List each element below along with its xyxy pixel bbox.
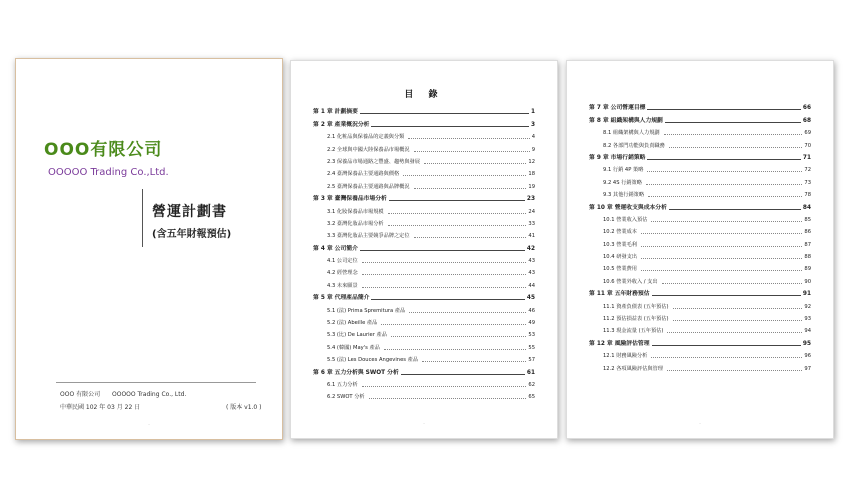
toc-entry-page: 86: [804, 229, 811, 236]
toc-leader-line: [662, 283, 803, 284]
toc-entry-label: 2.5 臺灣保養品主要通路與品牌概況: [327, 183, 410, 190]
toc-entry-page: 85: [804, 216, 811, 223]
toc-entry-page: 87: [804, 241, 811, 248]
toc-leader-line: [641, 270, 802, 271]
toc-leader-line: [651, 221, 802, 222]
toc-entry-label: 第 1 章 計劃摘要: [313, 109, 358, 116]
toc-heading: 目 錄: [404, 90, 444, 100]
toc-leader-line: [669, 147, 803, 148]
toc-chapter-entry: [589, 111, 811, 123]
toc-entry-label: 6.1 五力分析: [327, 381, 358, 388]
toc-entry-page: 72: [804, 167, 811, 174]
toc-entry-page: 4: [531, 134, 535, 141]
toc-entry-label: 第 11 章 五年財務預估: [589, 291, 650, 298]
toc-entry-page: 55: [528, 344, 535, 351]
toc-entry-page: 95: [802, 340, 811, 347]
document-version: ( 版本 v1.0 ): [226, 404, 262, 411]
toc-leader-line: [388, 213, 527, 214]
toc-section-entry: [589, 322, 811, 334]
toc-entry-page: 41: [528, 233, 535, 240]
toc-entry-page: 49: [528, 320, 535, 327]
toc-section-entry: [589, 211, 811, 223]
toc-entry-label: 10.4 研發支出: [603, 254, 637, 261]
toc-entry-page: 61: [526, 369, 535, 376]
toc-leader-line: [641, 233, 802, 234]
toc-chapter-entry: [313, 190, 535, 202]
toc-chapter-entry: [313, 363, 535, 375]
toc-leader-line: [646, 184, 802, 185]
toc-entry-label: 9.2 4S 行銷策略: [603, 179, 642, 186]
document-title: 營運計劃書: [152, 204, 227, 220]
toc-leader-line: [362, 386, 527, 387]
toc-leader-line: [362, 287, 527, 288]
toc-leader-line: [667, 332, 802, 333]
toc-section-entry: [313, 326, 535, 338]
toc-leader-line: [362, 262, 527, 263]
toc-leader-line: [641, 246, 802, 247]
toc-chapter-entry: [313, 115, 535, 127]
toc-leader-line: [669, 209, 801, 210]
toc-entry-label: 8.2 各部門功能與負責職務: [603, 142, 665, 149]
toc-entry-label: 4.1 公司定位: [327, 258, 358, 265]
toc-entry-page: 45: [526, 295, 535, 302]
toc-entry-label: 2.2 全球與中國大陸保養品市場概況: [327, 146, 410, 153]
toc-entry-label: 第 4 章 公司簡介: [313, 245, 358, 252]
toc-leader-line: [371, 299, 524, 300]
toc-entry-label: 第 10 章 營運收支與成本分析: [589, 204, 667, 211]
toc-entry-label: 12.2 各項風險評估與管理: [603, 365, 663, 372]
toc-section-entry: [313, 165, 535, 177]
toc-section-entry: [313, 153, 535, 165]
toc-chapter-entry: [313, 239, 535, 251]
toc-section-entry: [313, 301, 535, 313]
cover-page: [15, 58, 283, 440]
toc-section-entry: [313, 276, 535, 288]
toc-entry-label: 第 8 章 組織架構與人力規劃: [589, 117, 663, 124]
page-marker: ·: [148, 422, 150, 427]
footer-rule: [56, 382, 256, 383]
toc-entry-page: 93: [804, 316, 811, 323]
toc-chapter-entry: [589, 99, 811, 111]
toc-section-entry: [313, 388, 535, 400]
toc-entry-page: 78: [804, 192, 811, 199]
toc-entry-page: 33: [528, 220, 535, 227]
toc-entry-page: 19: [528, 183, 535, 190]
toc-entry-label: 5.1 (法) Prima Spremitura 產品: [327, 307, 406, 314]
toc-section-entry: [313, 264, 535, 276]
toc-entry-page: 57: [528, 357, 535, 364]
toc-leader-line: [414, 151, 530, 152]
toc-section-entry: [589, 136, 811, 148]
toc-entry-page: 68: [802, 117, 811, 124]
toc-entry-page: 94: [804, 328, 811, 335]
toc-entry-label: 10.1 營業收入預估: [603, 216, 648, 223]
toc-leader-line: [673, 320, 803, 321]
toc-entry-page: 69: [804, 130, 811, 137]
toc-entry-page: 92: [804, 303, 811, 310]
toc-entry-page: 18: [528, 171, 535, 178]
toc-entry-label: 11.1 資產負債表 (五年預估): [603, 303, 669, 310]
toc-entry-page: 43: [528, 258, 535, 265]
toc-entry-label: 5.4 (韓國) May's 產品: [327, 344, 380, 351]
page-marker: ·: [699, 421, 701, 426]
toc-leader-line: [388, 225, 527, 226]
footer-company-cn: OOO 有限公司: [60, 391, 101, 398]
toc-entry-label: 3.2 臺灣化妝品市場分析: [327, 220, 384, 227]
toc-entry-page: 3: [530, 121, 535, 128]
toc-entry-label: 11.2 預估損益表 (五年預估): [603, 316, 669, 323]
toc-entry-label: 8.1 組織架構與人力規劃: [603, 130, 660, 137]
toc-section-entry: [589, 124, 811, 136]
company-english-name: OOOOO Trading Co.,Ltd.: [48, 167, 169, 178]
toc-entry-label: 10.5 營業費用: [603, 266, 637, 273]
toc-entry-label: 3.1 化妝保養品市場規模: [327, 208, 384, 215]
toc-section-entry: [313, 215, 535, 227]
toc-leader-line: [647, 159, 800, 160]
toc-section-entry: [313, 202, 535, 214]
toc-leader-line: [360, 250, 525, 251]
toc-entry-page: 9: [531, 146, 535, 153]
toc-entry-label: 10.3 營業毛利: [603, 241, 637, 248]
toc-leader-line: [652, 295, 801, 296]
toc-leader-line: [409, 312, 526, 313]
toc-entry-label: 10.6 營業外收入 / 支出: [603, 278, 658, 285]
toc-entry-page: 70: [804, 142, 811, 149]
toc-entry-page: 1: [530, 109, 535, 116]
toc-entry-label: 10.2 營業成本: [603, 229, 637, 236]
toc-leader-line: [647, 171, 802, 172]
toc-section-entry: [589, 161, 811, 173]
toc-leader-line: [360, 113, 529, 114]
toc-leader-line: [369, 398, 527, 399]
document-subtitle: (含五年財報預估): [152, 229, 232, 240]
toc-entry-label: 第 5 章 代理產品簡介: [313, 295, 370, 302]
toc-page-1: [290, 60, 558, 439]
toc-entry-label: 3.3 臺灣化妝品主要競爭品牌之定位: [327, 233, 410, 240]
footer-company: [60, 389, 196, 398]
toc-leader-line: [389, 200, 525, 201]
toc-entry-label: 9.1 行銷 4P 策略: [603, 167, 644, 174]
toc-section-entry: [589, 297, 811, 309]
toc-leader-line: [403, 175, 526, 176]
toc-entry-label: 2.1 化粧品與保養品的定義與分類: [327, 134, 405, 141]
toc-entry-page: 91: [802, 291, 811, 298]
toc-section-entry: [313, 128, 535, 140]
toc-section-entry: [313, 252, 535, 264]
toc-entry-label: 第 12 章 風險評估管理: [589, 340, 650, 347]
toc-leader-line: [422, 361, 526, 362]
toc-section-entry: [589, 272, 811, 284]
toc-entry-page: 62: [528, 381, 535, 388]
toc-entry-label: 5.3 (比) De Laurier 產品: [327, 332, 387, 339]
toc-section-entry: [313, 177, 535, 189]
toc-leader-line: [667, 370, 803, 371]
toc-leader-line: [401, 374, 525, 375]
toc-leader-line: [384, 349, 527, 350]
toc-section-entry: [313, 376, 535, 388]
toc-entry-label: 第 6 章 五力分析與 SWOT 分析: [313, 369, 399, 376]
toc-entry-page: 43: [528, 270, 535, 277]
toc-section-entry: [589, 173, 811, 185]
toc-chapter-entry: [589, 285, 811, 297]
toc-entry-label: 11.3 現金流量 (五年預估): [603, 328, 664, 335]
toc-leader-line: [652, 345, 801, 346]
toc-leader-line: [665, 122, 801, 123]
toc-section-entry: [589, 347, 811, 359]
toc-entry-page: 84: [802, 204, 811, 211]
toc-section-entry: [313, 140, 535, 152]
toc-entry-label: 4.2 經營理念: [327, 270, 358, 277]
toc-entry-page: 46: [528, 307, 535, 314]
toc-leader-line: [414, 188, 527, 189]
toc-entry-label: 4.3 未來願景: [327, 282, 358, 289]
toc-entry-label: 5.2 (法) Abeille 產品: [327, 320, 378, 327]
toc-entry-label: 9.3 其他行銷策略: [603, 192, 645, 199]
toc-leader-line: [673, 308, 803, 309]
toc-section-entry: [589, 223, 811, 235]
toc-entry-page: 90: [804, 278, 811, 285]
toc-entry-label: 第 7 章 公司營運目標: [589, 105, 646, 112]
toc-entry-label: 第 2 章 產業概況分析: [313, 121, 370, 128]
toc-section-entry: [313, 338, 535, 350]
toc-leader-line: [664, 134, 803, 135]
toc-entry-page: 73: [804, 179, 811, 186]
toc-entry-label: 12.1 財務風險分析: [603, 353, 648, 360]
toc-section-entry: [589, 310, 811, 322]
toc-chapter-entry: [313, 289, 535, 301]
toc-section-entry: [589, 359, 811, 371]
toc-leader-line: [648, 196, 802, 197]
toc-entry-label: 5.5 (法) Les Douces Angevines 產品: [327, 357, 419, 364]
toc-section-entry: [313, 227, 535, 239]
toc-section-entry: [589, 248, 811, 260]
footer-company-en: OOOOO Trading Co., Ltd.: [112, 391, 187, 398]
toc-leader-line: [641, 258, 802, 259]
toc-entry-page: 97: [804, 365, 811, 372]
toc-section-entry: [313, 351, 535, 363]
toc-entry-label: 第 9 章 市場行銷策略: [589, 154, 646, 161]
toc-page-2: [566, 60, 834, 439]
toc-entry-page: 71: [802, 154, 811, 161]
toc-list-2: [589, 99, 811, 372]
toc-list-1: [313, 103, 535, 400]
toc-leader-line: [362, 274, 527, 275]
toc-leader-line: [651, 357, 802, 358]
toc-entry-page: 24: [528, 208, 535, 215]
toc-leader-line: [408, 138, 529, 139]
toc-chapter-entry: [589, 149, 811, 161]
toc-entry-page: 53: [528, 332, 535, 339]
toc-leader-line: [424, 163, 526, 164]
toc-chapter-entry: [589, 334, 811, 346]
toc-leader-line: [414, 237, 527, 238]
toc-section-entry: [589, 260, 811, 272]
toc-chapter-entry: [589, 198, 811, 210]
company-name: OOO有限公司: [44, 140, 163, 160]
toc-leader-line: [391, 336, 526, 337]
toc-entry-page: 96: [804, 353, 811, 360]
toc-leader-line: [371, 126, 528, 127]
document-date: 中華民國 102 年 03 月 22 日: [60, 404, 141, 411]
toc-section-entry: [313, 314, 535, 326]
page-marker: ·: [423, 421, 425, 426]
title-divider: [142, 189, 143, 247]
toc-leader-line: [647, 109, 800, 110]
toc-section-entry: [589, 235, 811, 247]
toc-entry-page: 44: [528, 282, 535, 289]
toc-entry-page: 42: [526, 245, 535, 252]
toc-entry-page: 23: [526, 196, 535, 203]
toc-chapter-entry: [313, 103, 535, 115]
toc-entry-label: 6.2 SWOT 分析: [327, 394, 365, 401]
toc-entry-page: 12: [528, 158, 535, 165]
toc-entry-page: 88: [804, 254, 811, 261]
toc-entry-page: 66: [802, 105, 811, 112]
toc-leader-line: [381, 324, 526, 325]
toc-entry-page: 65: [528, 394, 535, 401]
toc-entry-label: 第 3 章 臺灣保養品市場分析: [313, 196, 387, 203]
toc-entry-page: 89: [804, 266, 811, 273]
toc-entry-label: 2.3 保養品市場通路之豐盛、趨勢與發展: [327, 158, 420, 165]
toc-entry-label: 2.4 臺灣保養品主要通路與價格: [327, 171, 400, 178]
toc-section-entry: [589, 186, 811, 198]
